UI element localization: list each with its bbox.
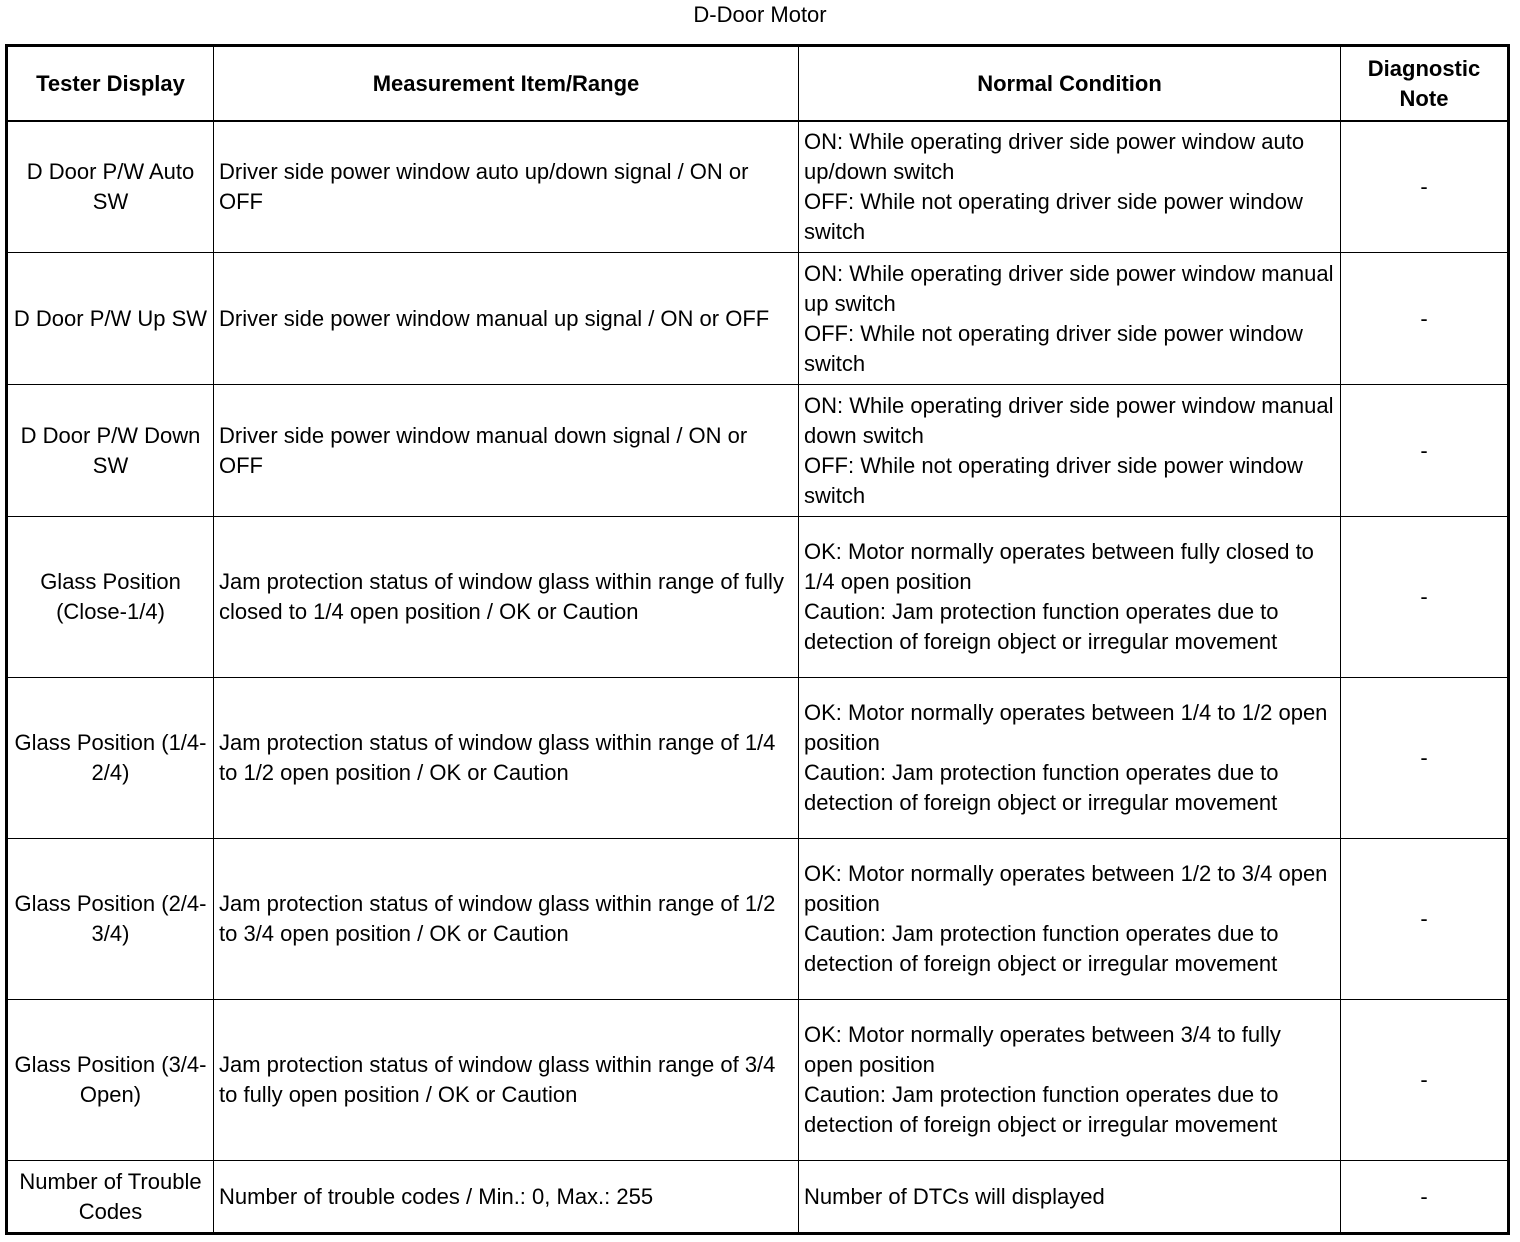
header-diagnostic-note: Diagnostic Note xyxy=(1341,46,1509,122)
diagnostic-note-cell: - xyxy=(1341,517,1509,678)
page-title: D-Door Motor xyxy=(693,2,827,27)
diagnostic-note-cell: - xyxy=(1341,1161,1509,1234)
normal-condition-line: Caution: Jam protection function operates due to detection of foreign object or irregular movement xyxy=(804,1082,1279,1137)
measurement-cell: Jam protection status of window glass within range of fully closed to 1/4 open position / OK or Caution xyxy=(214,517,799,678)
normal-condition-cell xyxy=(799,839,1341,1000)
normal-condition-cell xyxy=(799,253,1341,385)
normal-condition-cell xyxy=(799,1161,1341,1234)
normal-condition-line: OFF: While not operating driver side power window switch xyxy=(804,320,1303,376)
tester-display-cell: Number of Trouble Codes xyxy=(7,1161,214,1234)
table-row xyxy=(7,253,1509,385)
table-row xyxy=(7,1000,1509,1161)
tester-display-cell: Glass Position (3/4-Open) xyxy=(7,1000,214,1161)
table-header-row xyxy=(7,46,1509,122)
table-row xyxy=(7,121,1509,253)
diagnostic-note-cell: - xyxy=(1341,121,1509,253)
measurement-cell: Jam protection status of window glass within range of 3/4 to fully open position / OK or Caution xyxy=(214,1000,799,1161)
diagnostic-note-cell: - xyxy=(1341,1000,1509,1161)
normal-condition-line: ON: While operating driver side power window manual down switch xyxy=(804,392,1334,448)
normal-condition-line: ON: While operating driver side power window auto up/down switch xyxy=(804,129,1305,184)
normal-condition-line: Caution: Jam protection function operates due to detection of foreign object or irregular movement xyxy=(804,599,1279,654)
table-row xyxy=(7,385,1509,517)
diagnostic-note-cell: - xyxy=(1341,839,1509,1000)
normal-condition-cell xyxy=(799,517,1341,678)
normal-condition-cell xyxy=(799,678,1341,839)
normal-condition-line: OK: Motor normally operates between 1/2 to 3/4 open position xyxy=(804,861,1328,916)
table-row xyxy=(7,839,1509,1000)
tester-display-cell: Glass Position (2/4-3/4) xyxy=(7,839,214,1000)
tester-display-cell: D Door P/W Auto SW xyxy=(7,121,214,253)
normal-condition-line: OK: Motor normally operates between 1/4 to 1/2 open position xyxy=(804,700,1328,755)
table-row xyxy=(7,517,1509,678)
measurement-cell: Jam protection status of window glass within range of 1/4 to 1/2 open position / OK or Caution xyxy=(214,678,799,839)
header-tester-display: Tester Display xyxy=(7,46,214,122)
diagnostic-table xyxy=(5,44,1510,1235)
measurement-cell: Jam protection status of window glass within range of 1/2 to 3/4 open position / OK or Caution xyxy=(214,839,799,1000)
diagnostic-note-cell: - xyxy=(1341,385,1509,517)
normal-condition-cell xyxy=(799,385,1341,517)
table-row xyxy=(7,1161,1509,1234)
normal-condition-line: Number of DTCs will displayed xyxy=(804,1183,1105,1209)
measurement-cell: Driver side power window auto up/down signal / ON or OFF xyxy=(214,121,799,253)
measurement-cell: Driver side power window manual down signal / ON or OFF xyxy=(214,385,799,517)
normal-condition-cell xyxy=(799,1000,1341,1161)
tester-display-cell: Glass Position (1/4-2/4) xyxy=(7,678,214,839)
normal-condition-line: ON: While operating driver side power window manual up switch xyxy=(804,260,1334,316)
normal-condition-line: OFF: While not operating driver side power window switch xyxy=(804,452,1303,508)
normal-condition-line: Caution: Jam protection function operates due to detection of foreign object or irregular movement xyxy=(804,921,1279,976)
measurement-cell: Driver side power window manual up signal / ON or OFF xyxy=(214,253,799,385)
normal-condition-line: Caution: Jam protection function operates due to detection of foreign object or irregular movement xyxy=(804,760,1279,815)
measurement-cell: Number of trouble codes / Min.: 0, Max.: 255 xyxy=(214,1161,799,1234)
tester-display-cell: D Door P/W Up SW xyxy=(7,253,214,385)
tester-display-cell: D Door P/W Down SW xyxy=(7,385,214,517)
diagnostic-note-cell: - xyxy=(1341,253,1509,385)
table-row xyxy=(7,678,1509,839)
normal-condition-line: OK: Motor normally operates between 3/4 to fully open position xyxy=(804,1022,1281,1077)
header-measurement-item: Measurement Item/Range xyxy=(214,46,799,122)
normal-condition-cell xyxy=(799,121,1341,253)
diagnostic-note-cell: - xyxy=(1341,678,1509,839)
normal-condition-line: OFF: While not operating driver side power window switch xyxy=(804,189,1303,244)
normal-condition-line: OK: Motor normally operates between fully closed to 1/4 open position xyxy=(804,539,1314,594)
tester-display-cell: Glass Position (Close-1/4) xyxy=(7,517,214,678)
header-normal-condition: Normal Condition xyxy=(799,46,1341,122)
